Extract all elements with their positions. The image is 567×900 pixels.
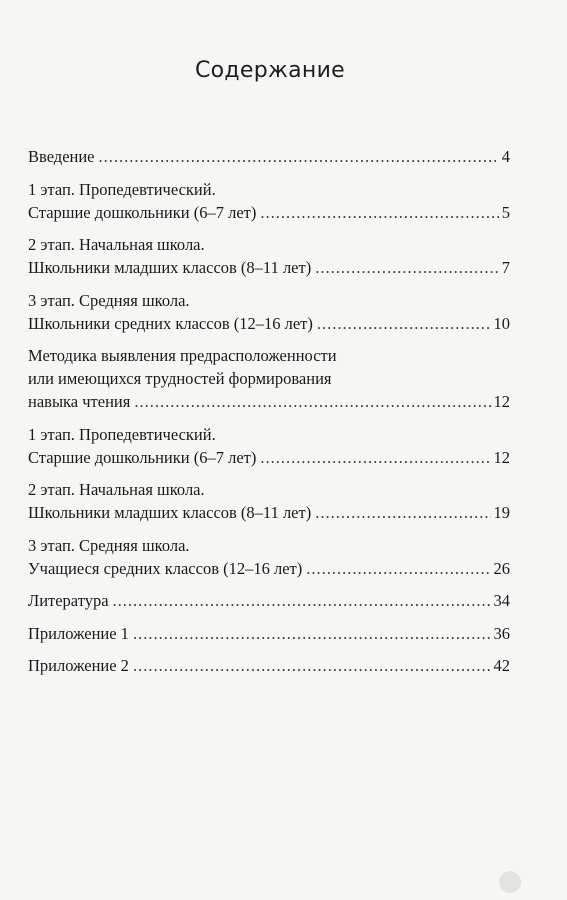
toc-entry-heading: 1 этап. Пропедевтический. — [28, 179, 216, 199]
toc-line — [28, 201, 510, 224]
toc-entry-stage2-primary[interactable] — [28, 233, 510, 279]
toc-entry-heading: 1 этап. Пропедевтический. — [28, 424, 216, 444]
toc-entry-appendix-2[interactable] — [28, 654, 510, 677]
toc-entry-appendix-1[interactable] — [28, 622, 510, 645]
toc-line — [28, 557, 510, 580]
toc-entry-title: Приложение 2 — [28, 656, 129, 675]
toc-entry-methodology[interactable] — [28, 344, 510, 413]
toc-entry-method-stage1[interactable] — [28, 423, 510, 469]
toc-line — [28, 446, 510, 469]
page-title: Содержание — [194, 58, 346, 83]
toc-entry-stage3-middle[interactable] — [28, 289, 510, 335]
page-number: 5 — [501, 202, 510, 222]
toc-entry-heading: 2 этап. Начальная школа. — [28, 480, 205, 499]
dot-leader — [133, 654, 491, 677]
dot-leader — [315, 501, 490, 524]
toc-line — [28, 589, 510, 612]
toc-entry-title: Старшие дошкольники (6–7 лет) — [28, 202, 257, 222]
toc-entry-title: Введение — [28, 147, 95, 166]
toc-line — [28, 390, 510, 413]
page-number: 12 — [493, 392, 510, 411]
toc-line — [28, 654, 510, 677]
toc-entry-heading: 3 этап. Средняя школа. — [28, 535, 190, 555]
toc-entry-title: Литература — [28, 591, 109, 610]
page-number: 7 — [501, 258, 510, 277]
toc-entry-title: Школьники младших классов (8–11 лет) — [28, 503, 312, 522]
toc-entry-title: Школьники средних классов (12–16 лет) — [28, 313, 313, 333]
page-number: 12 — [493, 447, 510, 467]
dot-leader — [306, 557, 490, 580]
toc-entry-heading: 3 этап. Средняя школа. — [28, 290, 190, 310]
toc-entry-heading: или имеющихся трудностей формирования — [28, 369, 332, 388]
toc-entry-title: Старшие дошкольники (6–7 лет) — [28, 447, 257, 467]
page-number: 42 — [493, 656, 510, 675]
dot-leader — [113, 589, 491, 612]
dot-leader — [260, 201, 498, 224]
dot-leader — [133, 622, 491, 645]
page-corner-mark — [499, 871, 521, 893]
page-number: 19 — [493, 503, 510, 522]
toc-line — [28, 501, 510, 524]
toc-line — [28, 145, 510, 168]
toc-line — [28, 312, 510, 335]
toc-entry-stage1-preschool[interactable] — [28, 178, 510, 224]
toc-line — [28, 256, 510, 279]
toc-entry-literature[interactable] — [28, 589, 510, 612]
toc-entry-heading: Методика выявления предрасположенности — [28, 346, 337, 365]
page-number: 10 — [493, 313, 510, 333]
toc-line — [28, 622, 510, 645]
page-number: 4 — [501, 147, 510, 166]
dot-leader — [99, 145, 499, 168]
dot-leader — [134, 390, 490, 413]
toc-entry-title: Учащиеся средних классов (12–16 лет) — [28, 558, 303, 578]
page-number: 36 — [493, 623, 510, 643]
toc-entry-title: навыка чтения — [28, 392, 131, 411]
toc-entry-title: Школьники младших классов (8–11 лет) — [28, 258, 312, 277]
toc-entry-introduction[interactable] — [28, 145, 510, 168]
toc-entry-method-stage3[interactable] — [28, 534, 510, 580]
toc-entry-title: Приложение 1 — [28, 623, 129, 643]
page-number: 26 — [493, 558, 510, 578]
dot-leader — [315, 256, 499, 279]
toc-entry-heading: 2 этап. Начальная школа. — [28, 235, 205, 254]
dot-leader — [260, 446, 490, 469]
toc-entry-method-stage2[interactable] — [28, 478, 510, 524]
dot-leader — [317, 312, 491, 335]
page-number: 34 — [493, 591, 510, 610]
table-of-contents — [28, 145, 510, 687]
